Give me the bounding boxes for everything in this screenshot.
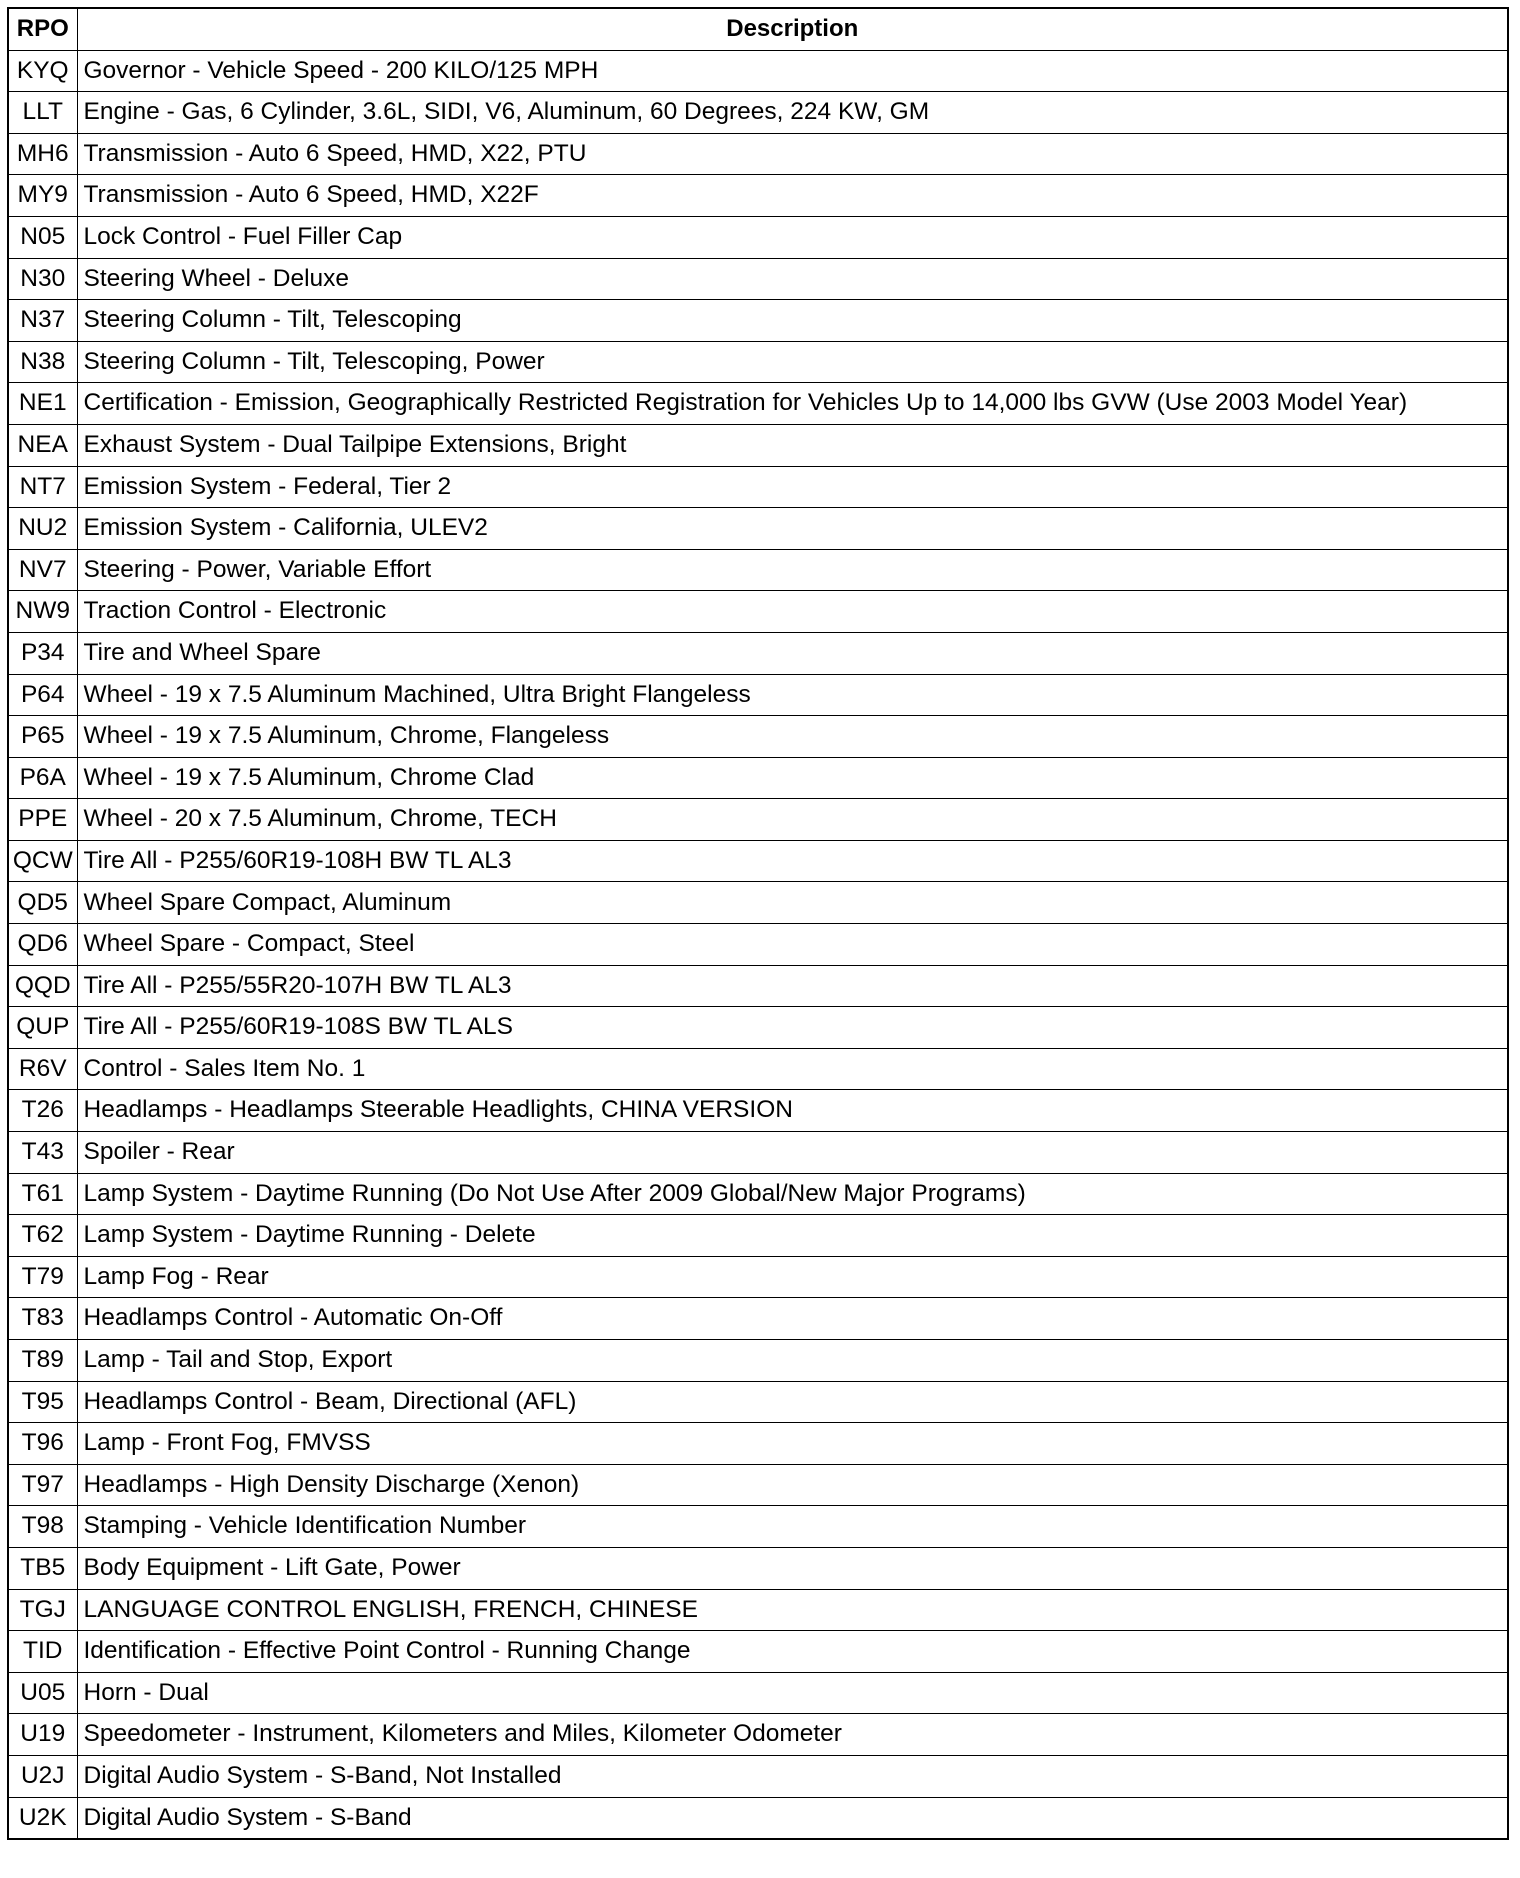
table-row	[8, 1298, 1508, 1340]
table-row	[8, 1340, 1508, 1382]
description-cell: Wheel - 19 x 7.5 Aluminum, Chrome Clad	[77, 757, 1508, 799]
table-row	[8, 258, 1508, 300]
description-cell: Steering - Power, Variable Effort	[77, 549, 1508, 591]
description-cell: Lamp System - Daytime Running (Do Not Use After 2009 Global/New Major Programs)	[77, 1173, 1508, 1215]
description-cell: LANGUAGE CONTROL ENGLISH, FRENCH, CHINESE	[77, 1589, 1508, 1631]
description-cell: Wheel Spare - Compact, Steel	[77, 924, 1508, 966]
table-row	[8, 840, 1508, 882]
table-row	[8, 1215, 1508, 1257]
rpo-code-cell: T26	[8, 1090, 77, 1132]
rpo-code-cell: QCW	[8, 840, 77, 882]
description-cell: Wheel Spare Compact, Aluminum	[77, 882, 1508, 924]
rpo-code-cell: NT7	[8, 466, 77, 508]
description-cell: Steering Column - Tilt, Telescoping	[77, 300, 1508, 342]
table-row	[8, 924, 1508, 966]
description-cell: Traction Control - Electronic	[77, 591, 1508, 633]
description-cell: Wheel - 20 x 7.5 Aluminum, Chrome, TECH	[77, 799, 1508, 841]
description-cell: Control - Sales Item No. 1	[77, 1048, 1508, 1090]
rpo-code-cell: N37	[8, 300, 77, 342]
rpo-code-cell: QD6	[8, 924, 77, 966]
description-cell: Steering Column - Tilt, Telescoping, Power	[77, 341, 1508, 383]
table-row	[8, 716, 1508, 758]
table-row	[8, 1797, 1508, 1839]
rpo-code-cell: T79	[8, 1256, 77, 1298]
rpo-code-cell: MH6	[8, 133, 77, 175]
rpo-code-cell: P65	[8, 716, 77, 758]
description-cell: Horn - Dual	[77, 1672, 1508, 1714]
table-row	[8, 50, 1508, 92]
table-row	[8, 1672, 1508, 1714]
rpo-code-cell: QD5	[8, 882, 77, 924]
rpo-code-cell: KYQ	[8, 50, 77, 92]
table-row	[8, 1381, 1508, 1423]
description-cell: Headlamps Control - Automatic On-Off	[77, 1298, 1508, 1340]
description-cell: Exhaust System - Dual Tailpipe Extensions, Bright	[77, 424, 1508, 466]
description-cell: Steering Wheel - Deluxe	[77, 258, 1508, 300]
rpo-code-cell: NV7	[8, 549, 77, 591]
description-cell: Digital Audio System - S-Band, Not Installed	[77, 1755, 1508, 1797]
description-cell: Wheel - 19 x 7.5 Aluminum Machined, Ultra Bright Flangeless	[77, 674, 1508, 716]
rpo-code-cell: N30	[8, 258, 77, 300]
table-row	[8, 216, 1508, 258]
table-row	[8, 466, 1508, 508]
table-row	[8, 1173, 1508, 1215]
table-row	[8, 1007, 1508, 1049]
description-cell: Lamp Fog - Rear	[77, 1256, 1508, 1298]
rpo-column-header: RPO	[8, 8, 77, 50]
description-cell: Body Equipment - Lift Gate, Power	[77, 1547, 1508, 1589]
rpo-code-cell: TID	[8, 1631, 77, 1673]
rpo-code-cell: T95	[8, 1381, 77, 1423]
rpo-code-cell: PPE	[8, 799, 77, 841]
rpo-code-cell: QUP	[8, 1007, 77, 1049]
table-row	[8, 632, 1508, 674]
rpo-code-cell: T98	[8, 1506, 77, 1548]
description-cell: Transmission - Auto 6 Speed, HMD, X22, PTU	[77, 133, 1508, 175]
description-cell: Digital Audio System - S-Band	[77, 1797, 1508, 1839]
rpo-code-cell: NU2	[8, 508, 77, 550]
rpo-code-cell: N38	[8, 341, 77, 383]
rpo-code-cell: U05	[8, 1672, 77, 1714]
rpo-code-cell: U2K	[8, 1797, 77, 1839]
table-header	[8, 8, 1508, 50]
rpo-code-cell: P64	[8, 674, 77, 716]
table-row	[8, 549, 1508, 591]
rpo-code-cell: N05	[8, 216, 77, 258]
rpo-code-cell: T62	[8, 1215, 77, 1257]
table-row	[8, 1090, 1508, 1132]
rpo-code-cell: NW9	[8, 591, 77, 633]
description-cell: Stamping - Vehicle Identification Number	[77, 1506, 1508, 1548]
table-row	[8, 1423, 1508, 1465]
table-row	[8, 1464, 1508, 1506]
rpo-code-cell: MY9	[8, 175, 77, 217]
description-cell: Emission System - Federal, Tier 2	[77, 466, 1508, 508]
table-row	[8, 1755, 1508, 1797]
rpo-code-cell: NE1	[8, 383, 77, 425]
header-row	[8, 8, 1508, 50]
rpo-code-cell: T96	[8, 1423, 77, 1465]
table-row	[8, 1256, 1508, 1298]
rpo-code-cell: QQD	[8, 965, 77, 1007]
table-row	[8, 1547, 1508, 1589]
description-cell: Governor - Vehicle Speed - 200 KILO/125 MPH	[77, 50, 1508, 92]
table-row	[8, 1714, 1508, 1756]
table-row	[8, 1132, 1508, 1174]
description-cell: Headlamps - High Density Discharge (Xenon)	[77, 1464, 1508, 1506]
rpo-code-cell: T89	[8, 1340, 77, 1382]
table-row	[8, 757, 1508, 799]
rpo-code-cell: T61	[8, 1173, 77, 1215]
table-row	[8, 175, 1508, 217]
table-row	[8, 133, 1508, 175]
description-cell: Emission System - California, ULEV2	[77, 508, 1508, 550]
table-row	[8, 1506, 1508, 1548]
table-row	[8, 341, 1508, 383]
description-cell: Engine - Gas, 6 Cylinder, 3.6L, SIDI, V6, Aluminum, 60 Degrees, 224 KW, GM	[77, 92, 1508, 134]
table-row	[8, 799, 1508, 841]
table-row	[8, 674, 1508, 716]
description-column-header: Description	[77, 8, 1508, 50]
table-row	[8, 383, 1508, 425]
rpo-code-cell: T43	[8, 1132, 77, 1174]
rpo-code-cell: U19	[8, 1714, 77, 1756]
description-cell: Tire All - P255/60R19-108S BW TL ALS	[77, 1007, 1508, 1049]
description-cell: Spoiler - Rear	[77, 1132, 1508, 1174]
description-cell: Tire All - P255/60R19-108H BW TL AL3	[77, 840, 1508, 882]
table-row	[8, 1631, 1508, 1673]
description-cell: Headlamps - Headlamps Steerable Headlights, CHINA VERSION	[77, 1090, 1508, 1132]
table-row	[8, 1589, 1508, 1631]
description-cell: Lamp - Front Fog, FMVSS	[77, 1423, 1508, 1465]
description-cell: Wheel - 19 x 7.5 Aluminum, Chrome, Flangeless	[77, 716, 1508, 758]
description-cell: Lamp System - Daytime Running - Delete	[77, 1215, 1508, 1257]
table-row	[8, 92, 1508, 134]
table-row	[8, 508, 1508, 550]
description-cell: Identification - Effective Point Control - Running Change	[77, 1631, 1508, 1673]
rpo-code-cell: U2J	[8, 1755, 77, 1797]
table-row	[8, 300, 1508, 342]
rpo-code-cell: P34	[8, 632, 77, 674]
description-cell: Certification - Emission, Geographically Restricted Registration for Vehicles Up to 14,000 lbs GVW (Use 2003 Model Year)	[77, 383, 1508, 425]
rpo-code-cell: T97	[8, 1464, 77, 1506]
rpo-code-cell: LLT	[8, 92, 77, 134]
table-row	[8, 965, 1508, 1007]
description-cell: Headlamps Control - Beam, Directional (AFL)	[77, 1381, 1508, 1423]
table-row	[8, 1048, 1508, 1090]
description-cell: Tire and Wheel Spare	[77, 632, 1508, 674]
rpo-code-cell: T83	[8, 1298, 77, 1340]
table-row	[8, 882, 1508, 924]
rpo-code-cell: TGJ	[8, 1589, 77, 1631]
rpo-code-cell: R6V	[8, 1048, 77, 1090]
rpo-code-cell: P6A	[8, 757, 77, 799]
table-row	[8, 424, 1508, 466]
description-cell: Tire All - P255/55R20-107H BW TL AL3	[77, 965, 1508, 1007]
rpo-table	[7, 7, 1509, 1840]
description-cell: Lock Control - Fuel Filler Cap	[77, 216, 1508, 258]
description-cell: Transmission - Auto 6 Speed, HMD, X22F	[77, 175, 1508, 217]
table-body	[8, 50, 1508, 1839]
description-cell: Lamp - Tail and Stop, Export	[77, 1340, 1508, 1382]
rpo-code-cell: TB5	[8, 1547, 77, 1589]
description-cell: Speedometer - Instrument, Kilometers and Miles, Kilometer Odometer	[77, 1714, 1508, 1756]
rpo-code-cell: NEA	[8, 424, 77, 466]
table-row	[8, 591, 1508, 633]
